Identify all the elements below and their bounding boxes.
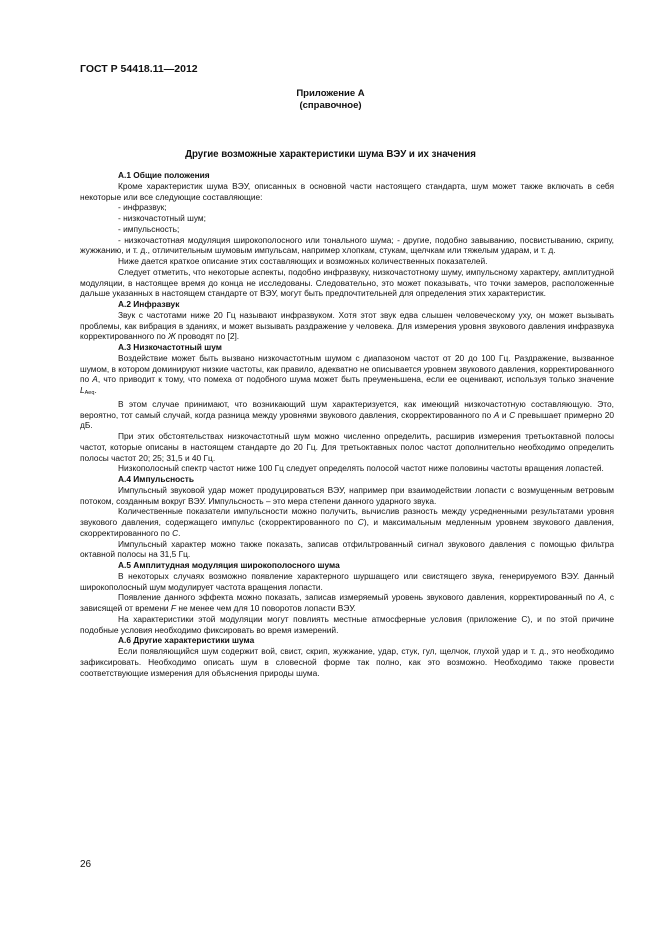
text-run: С bbox=[509, 409, 516, 420]
section-heading: А.5 Амплитудная модуляция широкополосного шума bbox=[118, 560, 340, 570]
text-run: проводят по [2]. bbox=[175, 331, 240, 342]
text-run: превышает примерно 20 дБ. bbox=[80, 409, 614, 431]
paragraph bbox=[80, 399, 614, 431]
section-heading: А.2 Инфразвук bbox=[118, 299, 180, 309]
paragraph: При этих обстоятельствах низкочастотный шум можно численно определить, расширив измерения третьоктавной полосы частот, которые описаны в настоящем стандарте до 20 Гц. Для третьоктавных полос частот дополнительно необходимо определить полосы частот 20; 25; 31,5 и 40 Гц. bbox=[80, 431, 614, 463]
text-run: С bbox=[172, 527, 179, 538]
text-run: А bbox=[598, 592, 605, 603]
text-run: ), и максимальным медленным уровнем звукового давления, скорректированного по bbox=[80, 517, 614, 538]
list-item: - инфразвук; bbox=[118, 202, 167, 213]
paragraph bbox=[80, 353, 614, 399]
text-run: Ж bbox=[167, 331, 176, 342]
appendix-heading: Другие возможные характеристики шума ВЭУ и их значения bbox=[185, 149, 476, 160]
text-run: L bbox=[80, 385, 85, 395]
paragraph: Низкополосный спектр частот ниже 100 Гц следует определять полосой частот ниже половины частоты вращения лопастей. bbox=[118, 463, 604, 474]
text-run: Количественные показатели импульсности можно получить, вычислив разность между усредненными результатами уровня звукового давления, содержащего импульс (скорректированного по bbox=[80, 506, 614, 527]
paragraph: На характеристики этой модуляции могут повлиять местные атмосферные условия (приложение С), и по этой причине подобные условия необходимо фиксировать во время измерений. bbox=[80, 613, 614, 635]
text-run: А bbox=[493, 409, 500, 420]
section-heading: А.4 Импульсность bbox=[118, 474, 194, 484]
text-run: , с зависящей от времени bbox=[80, 592, 615, 613]
appendix-label bbox=[0, 88, 661, 112]
paragraph bbox=[80, 310, 614, 342]
document-body bbox=[80, 170, 614, 678]
section-heading: А.6 Другие характеристики шума bbox=[118, 635, 255, 646]
subscript: Aeq bbox=[84, 390, 95, 396]
text-run: А bbox=[92, 374, 98, 385]
paragraph: В некоторых случаях возможно появление характерного шуршащего или свистящего звука, генерируемого ВЭУ. Данный широкополосный шум модулирует частота вращения лопасти. bbox=[80, 570, 614, 592]
appendix-type: (справочное) bbox=[299, 100, 362, 111]
paragraph: Если появляющийся шум содержит вой, свист, скрип, жужжание, удар, стук, гул, щелчок, глухой удар и т. д., это необходимо зафиксировать. Необходимо описать шум в словесной форме так полно, как это возможно. Необходимо также провести соответствующие измерения для объяснения природы шума. bbox=[80, 646, 614, 678]
section-heading: А.3 Низкочастотный шум bbox=[118, 342, 222, 352]
list-item: - низкочастотный шум; bbox=[118, 213, 206, 223]
text-run: Воздействие может быть вызвано низкочастотным шумом с диапазоном частот от 20 до 100 Гц. Раздражение, вызванное шумом, в котором доминируют низкие частоты, как правило, адекватно не описывается уровнем звукового давления, корректированного по bbox=[80, 352, 614, 385]
text-run: С bbox=[357, 517, 364, 527]
paragraph bbox=[80, 592, 614, 614]
paragraph: Ниже дается краткое описание этих составляющих и возможных количественных показателей. bbox=[118, 256, 488, 266]
text-run: Звук с частотами ниже 20 Гц называют инфразвуком. Хотя этот звук едва слышен человеческому уху, он может вызывать проблемы, как вибрация в зданиях, и может вызывать раздражение у человека. Для измерения уровня звукового давления инфразвука корректированного по bbox=[80, 309, 614, 342]
text-run: . bbox=[178, 527, 181, 538]
text-run: и bbox=[499, 409, 510, 420]
paragraph: Следует отметить, что некоторые аспекты, подобно инфразвуку, низкочастотному шуму, импульсному характеру, амплитудной модуляции, в настоящее время до конца не исследованы. Следовательно, это может показывать, что точки замеров, расположенные дальше указанных в настоящем стандарте от ВЭУ, могут быть предпочтительней для определения этих характеристик. bbox=[80, 266, 614, 299]
text-run: В этом случае принимают, что возникающий шум характеризуется, как имеющий низкочастотную составляющую. Это, вероятно, тот самый случай, когда разница между уровнями звукового давления, скорректированного по bbox=[80, 398, 614, 420]
list-item: - низкочастотная модуляция широкополосного или тонального шума; - другие, подобно завыванию, посвистыванию, скрипу, жужжанию, и т. д., отличительным шумовым импульсам, например хлопкам, стукам, щелчкам или тяжелым ударам, и т. д. bbox=[80, 234, 614, 256]
text-run: Появление данного эффекта можно показать, записав измеряемый уровень звукового давления, корректированный по bbox=[118, 592, 599, 603]
paragraph: Импульсный звуковой удар может продуцироваться ВЭУ, например при взаимодействии лопасти с возмущенным ветровым потоком, созданным вокруг ВЭУ. Импульсность – это мера степени данного ударного звука. bbox=[80, 484, 614, 506]
section-heading: А.1 Общие положения bbox=[118, 170, 210, 180]
text-run: не менее чем для 10 поворотов лопасти ВЭУ. bbox=[176, 603, 356, 613]
document-header: ГОСТ Р 54418.11—2012 bbox=[80, 63, 198, 75]
appendix-title: Приложение А bbox=[296, 88, 365, 99]
paragraph bbox=[80, 506, 614, 538]
text-run: . bbox=[94, 385, 97, 395]
paragraph: Кроме характеристик шума ВЭУ, описанных в основной части настоящего стандарта, шум может также включать в себя некоторые или все следующие составляющие: bbox=[80, 180, 614, 202]
text-run: F bbox=[170, 603, 177, 613]
page-number: 26 bbox=[80, 859, 92, 870]
list-item: - импульсность; bbox=[118, 223, 180, 234]
text-run: , что приводит к тому, что помеха от подобного шума может быть преуменьшена, если ее оценивают, используя только значение bbox=[97, 374, 614, 385]
paragraph: Импульсный характер можно также показать, записав отфильтрованный сигнал звукового давления с помощью фильтра октавной полосы на 31,5 Гц. bbox=[80, 538, 614, 560]
